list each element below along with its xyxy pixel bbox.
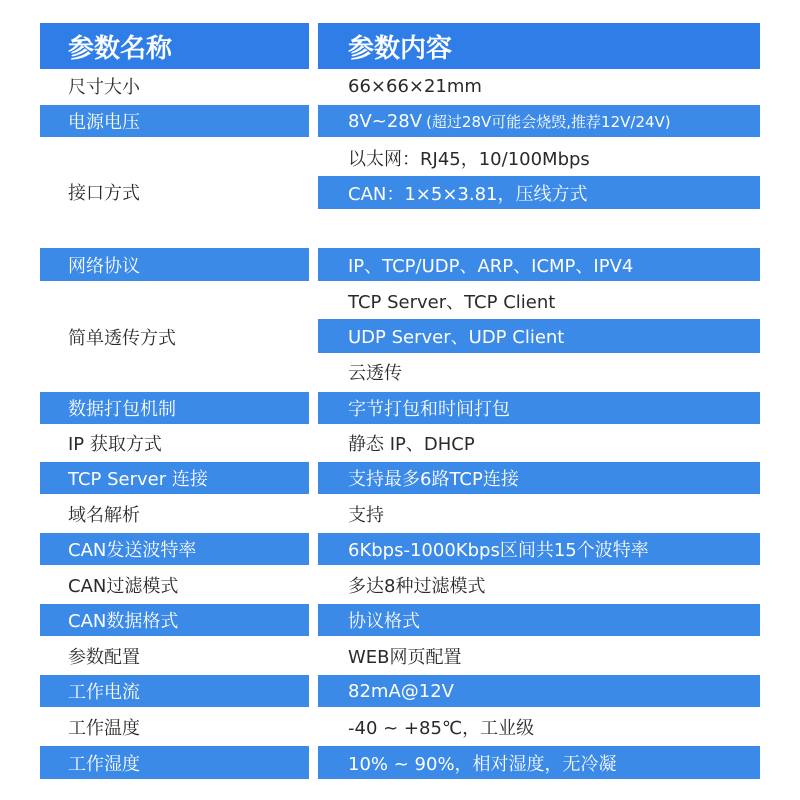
table-row (0, 427, 800, 459)
row-transparent-name: 简单透传方式 (68, 327, 176, 349)
table-row (0, 248, 800, 281)
row-power-value (318, 105, 760, 137)
header-param-content: 参数内容 (318, 23, 760, 69)
row-interface-name: 接口方式 (68, 183, 140, 204)
table-row (0, 533, 800, 565)
row-transparent-udp: UDP Server、UDP Client (318, 319, 760, 353)
table-row (0, 640, 800, 672)
row-filter-name: CAN过滤模式 (68, 576, 179, 597)
row-humidity-name: 工作湿度 (40, 746, 309, 779)
row-temperature-value: -40 ~ +85℃，工业级 (348, 718, 535, 739)
table-header (0, 23, 800, 69)
row-power-name: 电源电压 (40, 105, 309, 137)
row-packing-value: 字节打包和时间打包 (318, 392, 760, 424)
row-interface-can: CAN：1×5×3.81，压线方式 (318, 176, 760, 209)
power-voltage-note: (超过28V可能会烧毁,推荐12V/24V) (426, 112, 671, 131)
row-size-value: 66×66×21mm (348, 75, 482, 97)
table-row (0, 711, 800, 743)
row-packing-name: 数据打包机制 (40, 392, 309, 424)
row-temperature-name: 工作温度 (68, 718, 140, 739)
header-param-name: 参数名称 (40, 23, 309, 69)
row-transparent-cloud: 云透传 (348, 363, 402, 384)
table-row (0, 462, 800, 494)
table-row (0, 283, 800, 390)
row-filter-value: 多达8种过滤模式 (348, 576, 486, 597)
table-row (0, 105, 800, 137)
row-ip-name: IP 获取方式 (68, 434, 162, 455)
row-current-value: 82mA@12V (318, 675, 760, 707)
row-transparent-tcp: TCP Server、TCP Client (348, 292, 556, 313)
power-voltage-range: 8V~28V (348, 110, 423, 132)
table-row (0, 675, 800, 707)
row-ip-value: 静态 IP、DHCP (348, 434, 475, 455)
table-row (0, 746, 800, 779)
row-size-name: 尺寸大小 (68, 77, 140, 98)
table-row (0, 70, 800, 102)
row-tcpserver-name: TCP Server 连接 (40, 462, 309, 494)
table-row (0, 498, 800, 530)
table-row (0, 569, 800, 601)
row-config-value: WEB网页配置 (348, 647, 462, 668)
row-config-name: 参数配置 (68, 647, 140, 668)
table-row (0, 392, 800, 424)
row-humidity-value: 10% ~ 90%，相对湿度，无冷凝 (318, 746, 760, 779)
row-format-value: 协议格式 (318, 604, 760, 636)
row-current-name: 工作电流 (40, 675, 309, 707)
row-interface-ethernet: 以太网：RJ45，10/100Mbps (348, 149, 590, 170)
row-format-name: CAN数据格式 (40, 604, 309, 636)
row-protocol-name: 网络协议 (40, 248, 309, 281)
row-baud-name: CAN发送波特率 (40, 533, 309, 565)
row-baud-value: 6Kbps-1000Kbps区间共15个波特率 (318, 533, 760, 565)
row-dns-value: 支持 (348, 505, 384, 526)
table-row (0, 140, 800, 244)
row-dns-name: 域名解析 (68, 505, 140, 526)
row-tcpserver-value: 支持最多6路TCP连接 (318, 462, 760, 494)
table-row (0, 604, 800, 636)
row-protocol-value: IP、TCP/UDP、ARP、ICMP、IPV4 (318, 248, 760, 281)
